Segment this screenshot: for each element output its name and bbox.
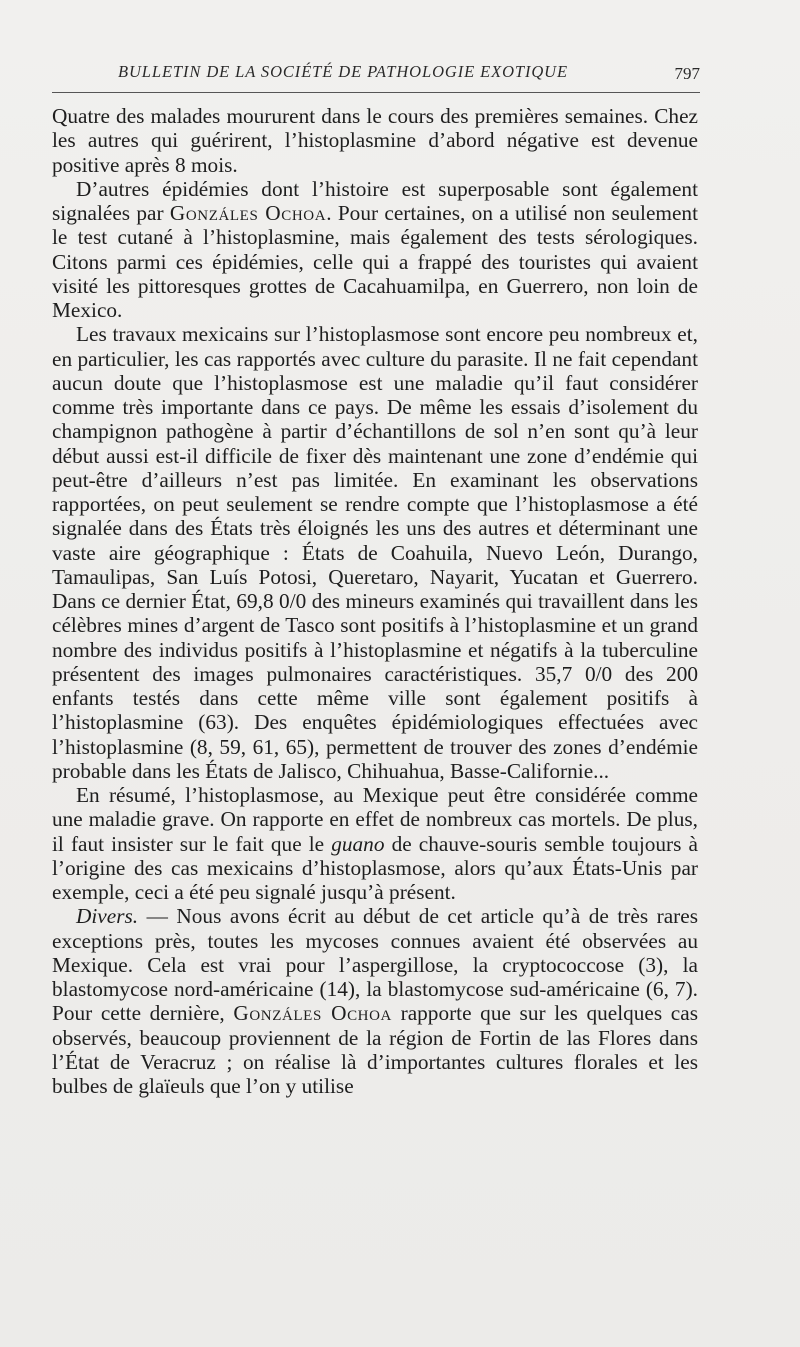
paragraph-1-text: Quatre des malades moururent dans le cours des premières semaines. Chez les autres qui guérirent, l’histoplasmine d’abord négative est devenue positive après 8 mois. (52, 104, 698, 177)
paragraph-4 (52, 783, 698, 904)
paragraph-2-text-a: D’autres épidémies dont l’histoire est superposable sont également signalées par (52, 176, 698, 225)
section-heading-divers: Divers. (76, 904, 139, 929)
page-number: 797 (674, 64, 700, 83)
guano-term: guano (331, 831, 385, 856)
journal-title: BULLETIN DE LA SOCIÉTÉ DE PATHOLOGIE EXOTIQUE (118, 62, 568, 81)
paragraph-4-text-a: En résumé, l’histoplasmose, au Mexique peut être considérée comme une maladie grave. On rapporte en effet de nombreux cas mortels. De plus, il faut insister sur le fait que le (52, 783, 698, 856)
paragraph-3-text: Les travaux mexicains sur l’histoplasmose sont encore peu nombreux et, en particulier, les cas rapportés avec culture du parasite. Il ne fait cependant aucun doute que l’histoplasmose est une maladie qu’il faut considérer comme très importante dans ce pays. De même les essais d’isolement du champignon pathogène à partir d’échantillons de sol n’en sont qu’à leur début aussi est-il difficile de fixer dès maintenant une zone d’endémie qui peut-être d’ailleurs n’est pas limitée. En examinant les observations rapportées, on peut seulement se rendre compte que l’histoplasmose a été signalée dans des États très éloignés les uns des autres et déterminant une vaste aire géographique : États de Coahuila, Nuevo León, Durango, Tamaulipas, San Luís Potosi, Queretaro, Nayarit, Yucatan et Guerrero. Dans ce dernier État, 69,8 0/0 des mineurs examinés qui travaillent dans les célèbres mines d’argent de Tasco sont positifs à l’histoplasmine et un grand nombre des individus positifs à l’histoplasmine et négatifs à la tuberculine présentent des images pulmonaires caractéristiques. 35,7 0/0 des 200 enfants testés dans cette même ville sont également positifs à l’histoplasmine (63). Des enquêtes épidémiologiques effectuées avec l’histoplasmine (8, 59, 61, 65), permettent de trouver des zones d’endémie probable dans les États de Jalisco, Chihuahua, Basse-Californie... (52, 322, 698, 783)
body-text (52, 104, 698, 1098)
paragraph-4-text-b: de chauve-souris semble toujours à l’origine des cas mexicains d’histoplasmose, alors qu’aux États-Unis par exemple, ceci a été peu signalé jusqu’à présent. (52, 831, 698, 904)
running-header (52, 62, 700, 86)
paragraph-1 (52, 104, 698, 177)
paragraph-2-text-b: . Pour certaines, on a utilisé non seulement le test cutané à l’histoplasmine, mais également des tests sérologiques. Citons parmi ces épidémies, celle qui a frappé des touristes qui avaient visité les pittoresques grottes de Cacahuamilpa, en Guerrero, non loin de Mexico. (52, 201, 698, 322)
paragraph-5-text-a: — Nous avons écrit au début de cet article qu’à de très rares exceptions près, toutes les mycoses connues avaient été observées au Mexique. Cela est vrai pour l’aspergillose, la cryptococcose (3), la blastomycose nord-américaine (14), la blastomycose sud-américaine (6, 7). Pour cette dernière, (52, 904, 698, 1026)
paragraph-2 (52, 177, 698, 323)
paragraph-3 (52, 322, 698, 783)
paragraph-5 (52, 904, 698, 1098)
header-rule (52, 92, 700, 93)
author-name: Gonzáles Ochoa (233, 1001, 392, 1026)
paragraph-5-text-b: rapporte que sur les quelques cas observés, beaucoup proviennent de la région de Fortin de las Flores dans l’État de Veracruz ; on réalise là d’importantes cultures florales et les bulbes de glaïeuls que l’on y utilise (52, 1001, 698, 1098)
author-name: Gonzáles Ochoa (169, 201, 327, 225)
